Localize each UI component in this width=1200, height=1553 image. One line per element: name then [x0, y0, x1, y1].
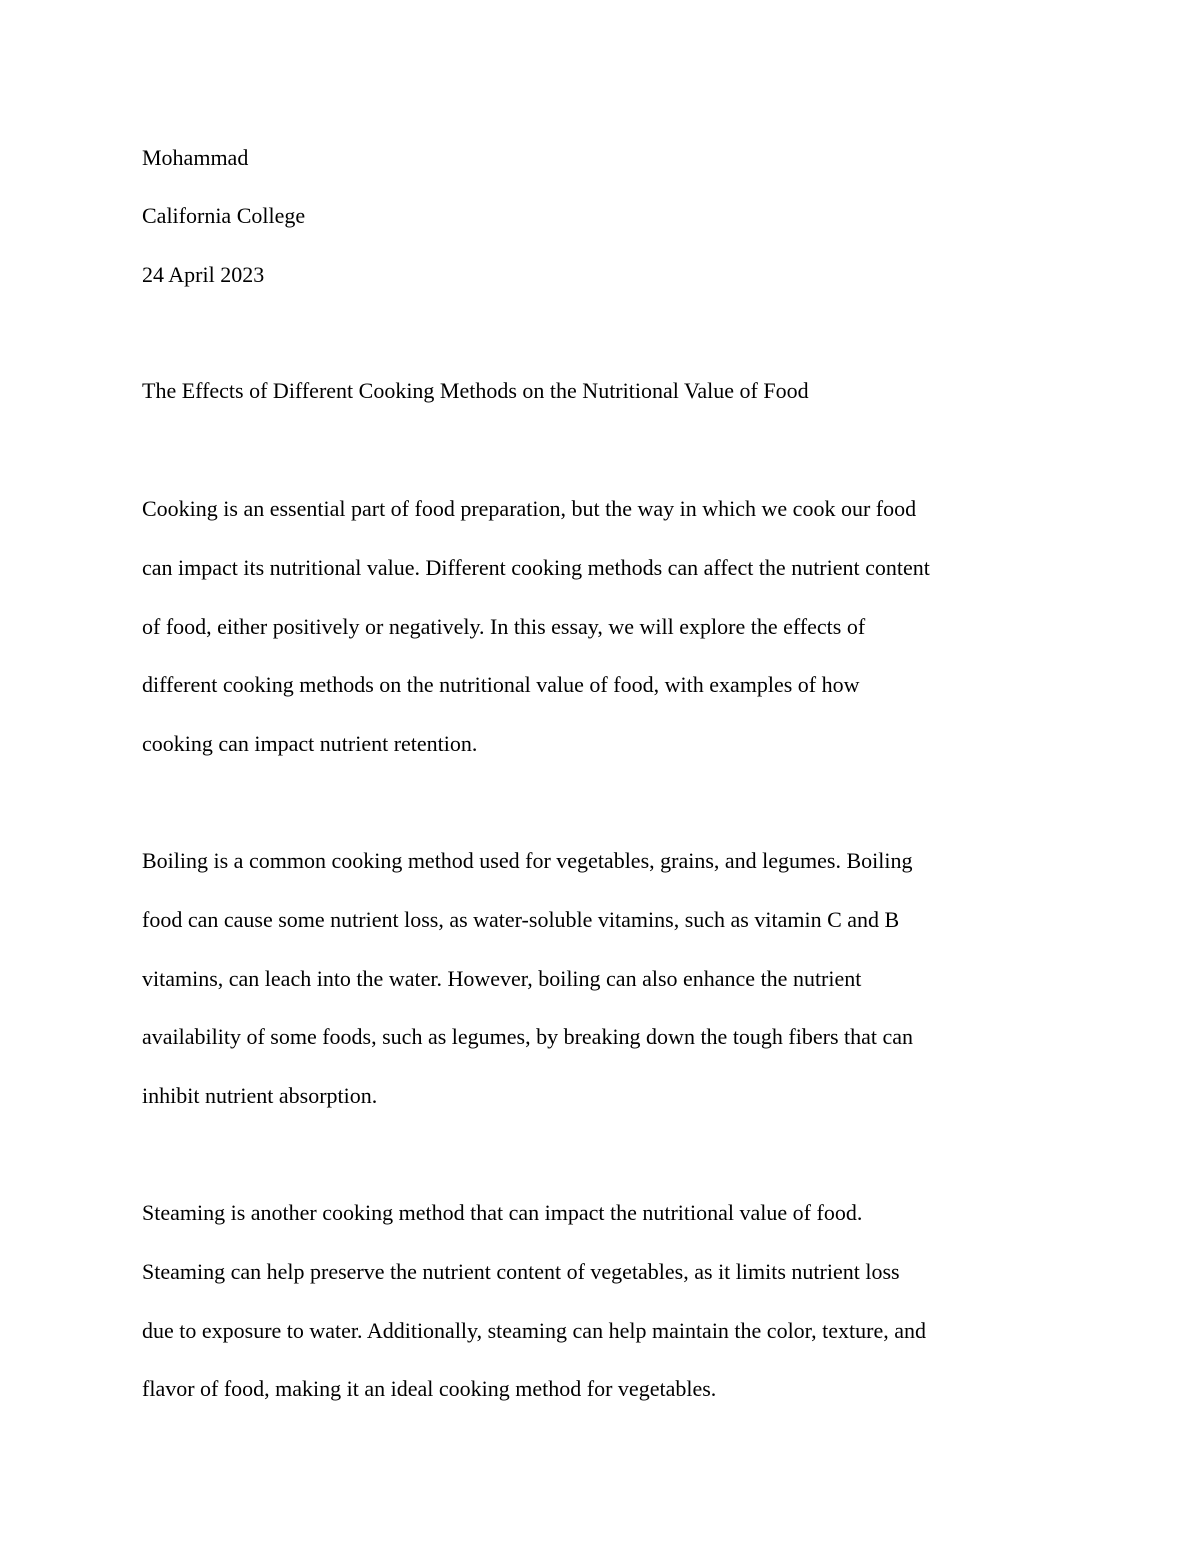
paragraph-line: cooking can impact nutrient retention. [142, 731, 478, 756]
paragraph-line: food can cause some nutrient loss, as water-soluble vitamins, such as vitamin C and B [142, 906, 900, 932]
paragraph-boiling [142, 846, 1072, 1140]
paragraph-line: different cooking methods on the nutritional value of food, with examples of how [142, 672, 860, 698]
paragraph-line: due to exposure to water. Additionally, steaming can help maintain the color, texture, and [142, 1317, 926, 1343]
paragraph-intro [142, 494, 1072, 788]
paragraph-line: Steaming is another cooking method that can impact the nutritional value of food. [142, 1200, 863, 1225]
paragraph-line: Boiling is a common cooking method used for vegetables, grains, and legumes. Boiling [142, 848, 913, 873]
paragraph-steaming [142, 1198, 1072, 1433]
paragraph-line: vitamins, can leach into the water. However, boiling can also enhance the nutrient [142, 965, 862, 991]
document-date: 24 April 2023 [142, 262, 265, 287]
paragraph-line: Steaming can help preserve the nutrient content of vegetables, as it limits nutrient loss [142, 1258, 900, 1284]
paragraph-line: availability of some foods, such as legumes, by breaking down the tough fibers that can [142, 1024, 914, 1050]
essay-title: The Effects of Different Cooking Methods on the Nutritional Value of Food [142, 378, 809, 403]
paragraph-line: of food, either positively or negatively. In this essay, we will explore the effects of [142, 613, 866, 639]
paragraph-line: flavor of food, making it an ideal cooking method for vegetables. [142, 1376, 717, 1402]
paragraph-line: inhibit nutrient absorption. [142, 1083, 378, 1108]
institution-name: California College [142, 203, 306, 228]
paragraph-line: Cooking is an essential part of food preparation, but the way in which we cook our food [142, 496, 917, 521]
author-name: Mohammad [142, 145, 249, 170]
paragraph-line: can impact its nutritional value. Different cooking methods can affect the nutrient content [142, 554, 930, 580]
